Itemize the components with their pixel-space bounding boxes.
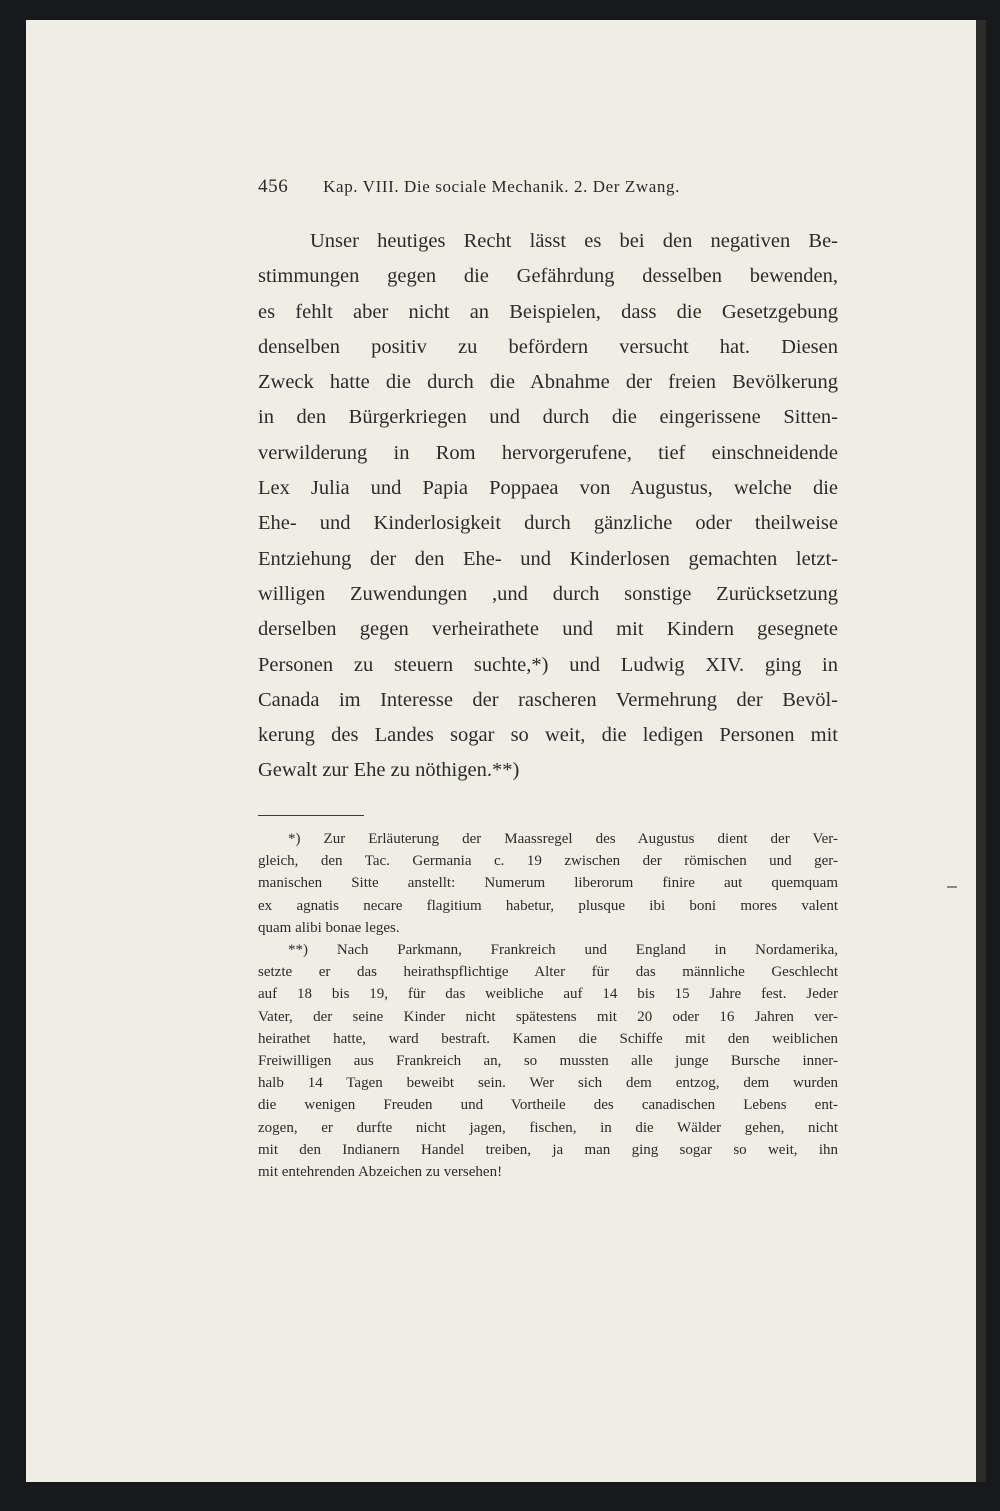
body-line: Zweck hatte die durch die Abnahme der freien Bevölkerung: [258, 371, 838, 394]
body-line: kerung des Landes sogar so weit, die ledigen Personen mit: [258, 724, 838, 747]
footnote-line: halb 14 Tagen beweibt sein. Wer sich dem entzog, dem wurden: [258, 1075, 838, 1092]
footnote-line: manischen Sitte anstellt: Numerum liberorum finire aut quemquam: [258, 875, 838, 892]
margin-mark: [947, 886, 957, 888]
footnote-line: gleich, den Tac. Germania c. 19 zwischen der römischen und ger-: [258, 853, 838, 870]
body-line: denselben positiv zu befördern versucht hat. Diesen: [258, 335, 838, 358]
body-line: Unser heutiges Recht lässt es bei den negativen Be-: [310, 230, 838, 252]
body-line: stimmungen gegen die Gefährdung desselben bewenden,: [258, 265, 838, 288]
body-line: es fehlt aber nicht an Beispielen, dass die Gesetzgebung: [258, 300, 838, 323]
footnote-line: auf 18 bis 19, für das weibliche auf 14 bis 15 Jahre fest. Jeder: [258, 986, 838, 1003]
footnote-line: setzte er das heirathspflichtige Alter für das männliche Geschlecht: [258, 964, 838, 981]
footnotes: [258, 828, 838, 1183]
body-line: Ehe- und Kinderlosigkeit durch gänzliche oder theilweise: [258, 512, 838, 535]
footnote-line: mit den Indianern Handel treiben, ja man ging sogar so weit, ihn: [258, 1141, 838, 1158]
footnote-line: quam alibi bonae leges.: [258, 919, 400, 936]
footnote-line: Vater, der seine Kinder nicht spätestens mit 20 oder 16 Jahren ver-: [258, 1008, 838, 1025]
running-header: [258, 176, 818, 198]
footnote-rule: [258, 815, 364, 816]
body-line: verwilderung in Rom hervorgerufene, tief einschneidende: [258, 441, 838, 464]
footnote-line: Freiwilligen aus Frankreich an, so mussten alle junge Bursche inner-: [258, 1053, 838, 1070]
body-line: Personen zu steuern suchte,*) und Ludwig XIV. ging in: [258, 653, 838, 676]
body-line: Canada im Interesse der rascheren Vermehrung der Bevöl-: [258, 688, 838, 711]
footnote-line: *) Zur Erläuterung der Maassregel des Augustus dient der Ver-: [288, 831, 838, 847]
body-line: willigen Zuwendungen ,und durch sonstige Zurücksetzung: [258, 582, 838, 605]
body-line: derselben gegen verheirathete und mit Kindern gesegnete: [258, 618, 838, 641]
body-line: in den Bürgerkriegen und durch die eingerissene Sitten-: [258, 406, 838, 429]
footnote-line: die wenigen Freuden und Vortheile des canadischen Lebens ent-: [258, 1097, 838, 1114]
body-line: Entziehung der den Ehe- und Kinderlosen gemachten letzt-: [258, 547, 838, 570]
footnote-1: [258, 828, 838, 939]
page-edge-shadow: [976, 20, 986, 1482]
footnote-line: ex agnatis necare flagitium habetur, plusque ibi boni mores valent: [258, 897, 838, 914]
body-line: Lex Julia und Papia Poppaea von Augustus, welche die: [258, 477, 838, 500]
main-text: [258, 224, 838, 789]
page-number: 456: [258, 176, 289, 197]
footnote-line: **) Nach Parkmann, Frankreich und England in Nordamerika,: [288, 942, 838, 959]
footnote-line: mit entehrenden Abzeichen zu versehen!: [258, 1164, 503, 1181]
running-title: Kap. VIII. Die sociale Mechanik. 2. Der Zwang.: [323, 177, 680, 196]
footnote-2: [258, 939, 838, 1183]
body-line: Gewalt zur Ehe zu nöthigen.**): [258, 759, 520, 782]
footnote-line: zogen, er durfte nicht jagen, fischen, in die Wälder gehen, nicht: [258, 1119, 838, 1136]
footnote-line: heirathet hatte, ward bestraft. Kamen die Schiffe mit den weiblichen: [258, 1030, 838, 1047]
